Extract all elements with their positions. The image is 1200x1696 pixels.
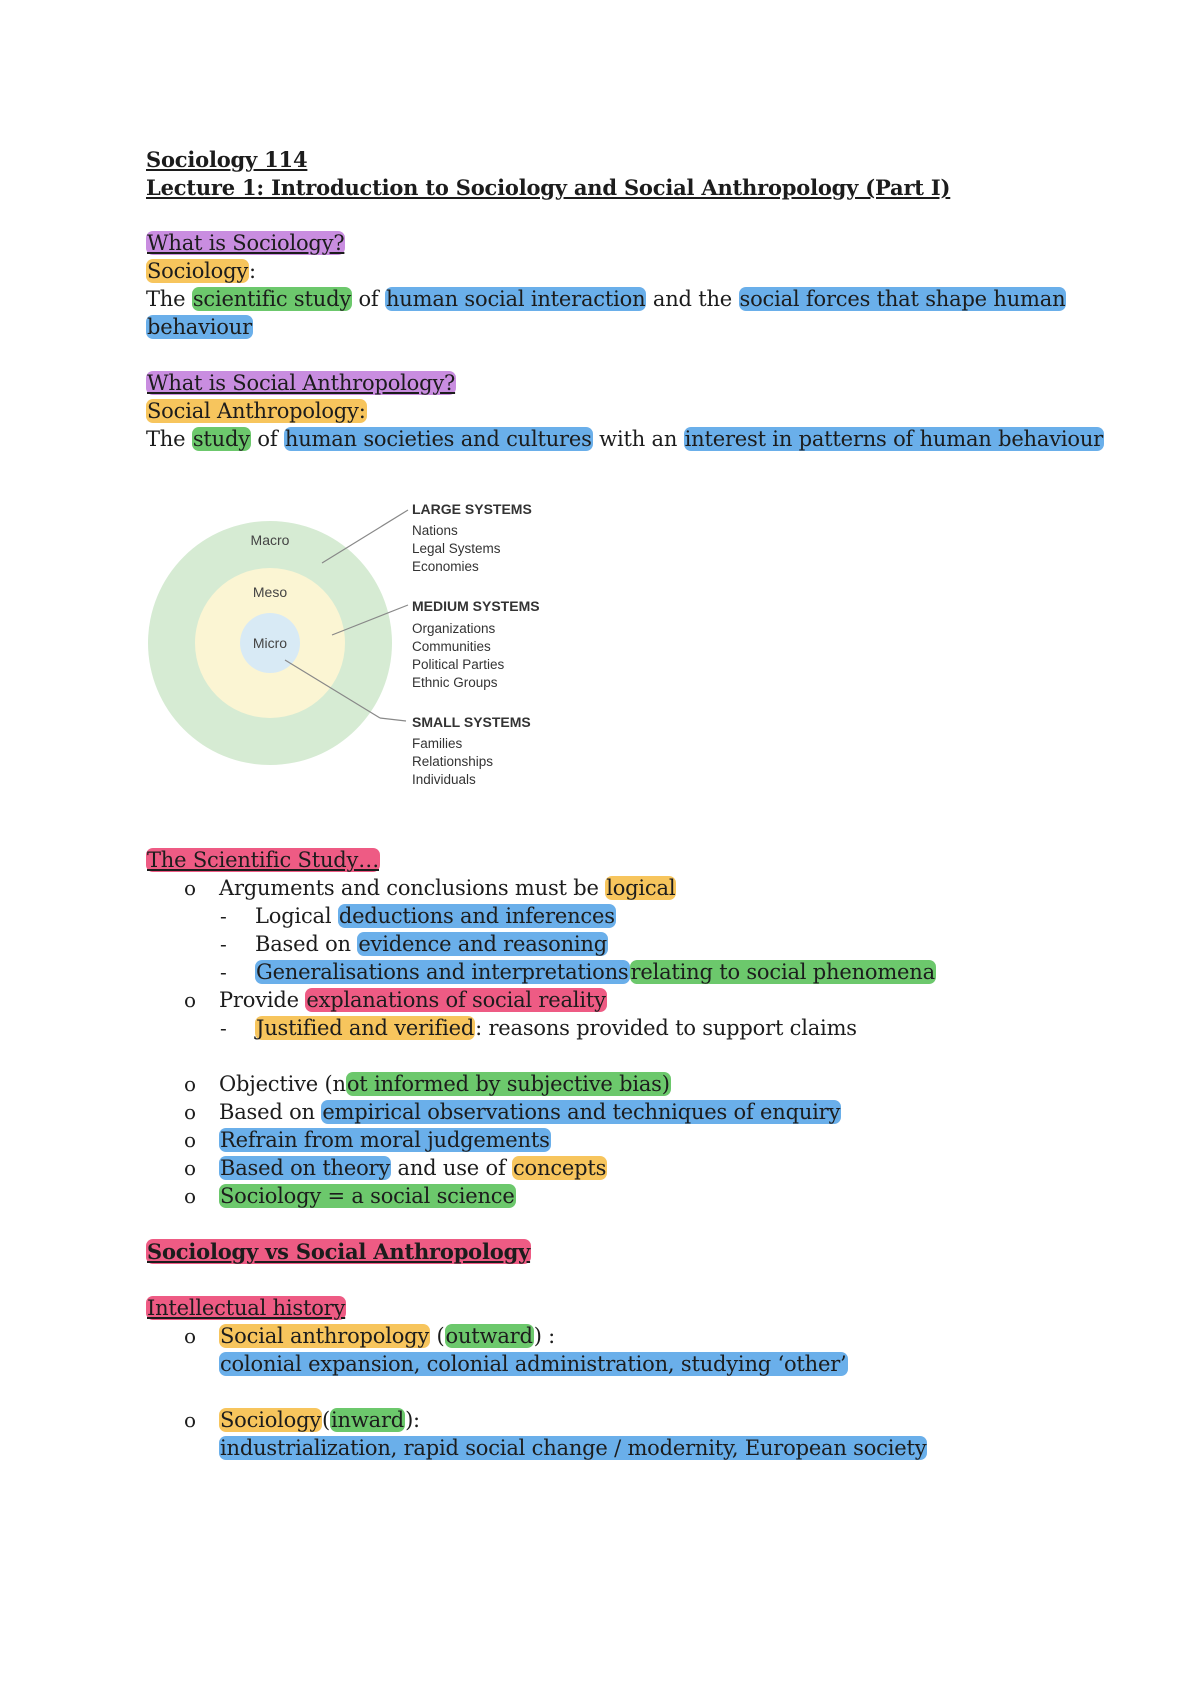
small-item: Families [412, 736, 463, 751]
question-sociology: What is Sociology? [147, 231, 345, 255]
sci-sub-1: Logical deductions and inferences [255, 904, 615, 928]
large-systems-heading: LARGE SYSTEMS [412, 501, 532, 517]
heading-scientific-study: The Scientific Study… [147, 848, 379, 872]
intel-bullet-1: Social anthropology (outward) : [220, 1324, 556, 1348]
sci-bullet-6: Based on theory and use of concepts [220, 1156, 607, 1180]
bullet-marker: o [184, 1128, 197, 1152]
definition-sociology: The scientific study of human social interaction and the social forces that shape human [146, 287, 1066, 311]
systems-diagram [140, 488, 580, 793]
bullet-marker: o [184, 988, 197, 1012]
sci-bullet-3: Objective (not informed by subjective bias) [219, 1072, 670, 1096]
bullet-marker: o [184, 1100, 197, 1124]
sci-sub-2: Based on evidence and reasoning [255, 932, 607, 956]
sci-bullet-2: Provide explanations of social reality [219, 988, 606, 1012]
intel-bullet-2-detail: industrialization, rapid social change / modernity, European society [220, 1436, 927, 1460]
dash-marker: - [220, 1016, 227, 1040]
large-item: Nations [412, 523, 458, 538]
term-anthropology: Social Anthropology: [147, 399, 366, 423]
small-item: Individuals [412, 772, 476, 787]
heading-intellectual-history: Intellectual history [147, 1296, 346, 1320]
bullet-marker: o [184, 1324, 197, 1348]
document-title: Sociology 114 [146, 147, 308, 172]
bullet-marker: o [184, 1156, 197, 1180]
bullet-marker: o [184, 876, 197, 900]
definition-anthropology: The study of human societies and cultures with an interest in patterns of human behaviour [146, 427, 1103, 451]
sci-bullet-4: Based on empirical observations and techniques of enquiry [219, 1100, 841, 1124]
definition-sociology-cont: behaviour [147, 315, 252, 339]
bullet-marker: o [184, 1408, 197, 1432]
bullet-marker: o [184, 1072, 197, 1096]
small-systems-heading: SMALL SYSTEMS [412, 714, 531, 730]
dash-marker: - [220, 904, 227, 928]
question-anthropology: What is Social Anthropology? [147, 371, 456, 395]
medium-item: Organizations [412, 621, 496, 636]
heading-vs: Sociology vs Social Anthropology [147, 1239, 531, 1264]
sci-bullet-7: Sociology = a social science [220, 1184, 515, 1208]
dash-marker: - [220, 960, 227, 984]
meso-label: Meso [252, 584, 288, 600]
medium-item: Political Parties [412, 657, 505, 672]
medium-item: Communities [412, 639, 491, 654]
sci-bullet-5: Refrain from moral judgements [220, 1128, 550, 1152]
bullet-marker: o [184, 1184, 197, 1208]
sci-sub-3: Generalisations and interpretationsrelating to social phenomena [256, 960, 935, 984]
small-item: Relationships [412, 754, 494, 769]
term-sociology: Sociology: [147, 259, 256, 283]
intel-bullet-2: Sociology(inward): [220, 1408, 420, 1432]
sci-sub-4: Justified and verified: reasons provided to support claims [256, 1016, 857, 1040]
dash-marker: - [220, 932, 227, 956]
intel-bullet-1-detail: colonial expansion, colonial administration, studying ‘other’ [220, 1352, 847, 1376]
large-item: Economies [412, 559, 479, 574]
large-connector [322, 510, 408, 563]
micro-label: Micro [252, 635, 288, 651]
lecture-subtitle: Lecture 1: Introduction to Sociology and Social Anthropology (Part I) [146, 175, 951, 200]
macro-label: Macro [250, 532, 290, 548]
medium-systems-heading: MEDIUM SYSTEMS [412, 598, 540, 614]
large-item: Legal Systems [412, 541, 501, 556]
sci-bullet-1: Arguments and conclusions must be logical [219, 876, 676, 900]
medium-item: Ethnic Groups [412, 675, 498, 690]
